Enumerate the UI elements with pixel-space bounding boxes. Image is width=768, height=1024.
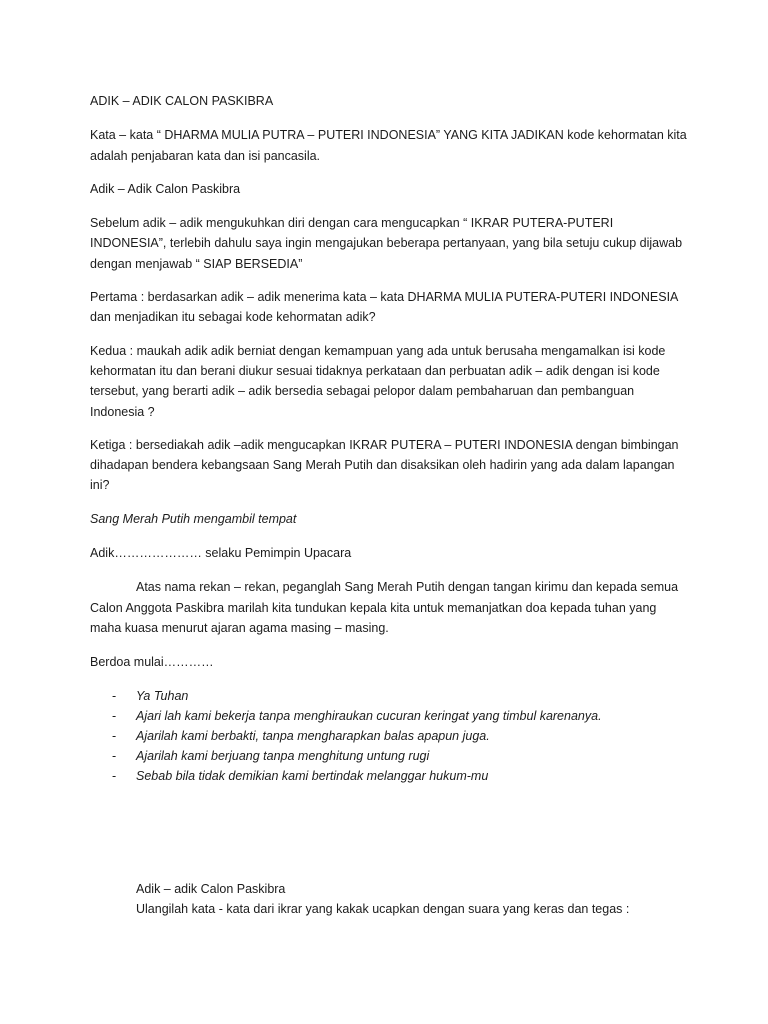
paragraph-question-1: Pertama : berdasarkan adik – adik menerima kata – kata DHARMA MULIA PUTERA-PUTERI INDONESIA dan menjadikan itu sebagai kode kehormatan adik? — [90, 290, 678, 325]
prayer-list — [90, 686, 690, 786]
prayer-item — [90, 686, 690, 706]
prayer-item-text: Ajarilah kami berjuang tanpa menghitung untung rugi — [136, 748, 430, 763]
bullet-dash: - — [112, 688, 117, 703]
prayer-item — [90, 726, 690, 746]
closing-title: Adik – adik Calon Paskibra — [136, 882, 286, 896]
paragraph-salutation: Adik – Adik Calon Paskibra — [90, 181, 241, 196]
prayer-item-text: Ajari lah kami bekerja tanpa menghiraukan cucuran keringat yang timbul karenanya. — [136, 708, 602, 723]
prayer-item-text: Ya Tuhan — [136, 688, 189, 703]
paragraph-intro-questions: Sebelum adik – adik mengukuhkan diri dengan cara mengucapkan “ IKRAR PUTERA-PUTERI INDONESIA”, terlebih dahulu saya ingin mengajukan beberapa pertanyaan, yang bila setuju cukup dijawab dengan menjawab “ SIAP BERSEDIA” — [90, 216, 683, 271]
bullet-dash: - — [112, 768, 117, 783]
bullet-dash: - — [112, 748, 117, 763]
prayer-item — [90, 766, 690, 786]
document-body — [90, 91, 690, 786]
closing-section — [136, 879, 696, 920]
paragraph-kode-kehormatan: Kata – kata “ DHARMA MULIA PUTRA – PUTERI INDONESIA” YANG KITA JADIKAN kode kehormatan kita adalah penjabaran kata dan isi pancasila. — [90, 128, 687, 163]
prayer-item-text: Sebab bila tidak demikian kami bertindak melanggar hukum-mu — [136, 768, 489, 783]
paragraph-flag-instruction: Sang Merah Putih mengambil tempat — [90, 511, 297, 526]
bullet-dash: - — [112, 708, 117, 723]
prayer-item — [90, 706, 690, 726]
paragraph-prayer-start: Berdoa mulai………… — [90, 655, 214, 670]
bullet-dash: - — [112, 728, 117, 743]
paragraph-question-3: Ketiga : bersediakah adik –adik mengucapkan IKRAR PUTERA – PUTERI INDONESIA dengan bimbingan dihadapan bendera kebangsaan Sang Merah Putih dan disaksikan oleh hadirin yang ada dalam lapangan ini? — [90, 437, 679, 493]
paragraph-question-2: Kedua : maukah adik adik berniat dengan kemampuan yang ada untuk berusaha mengamalkan isi kode kehormatan itu dan berani diukur sesuai tidaknya perkataan dan perbuatan adik – adik dengan isi kode tersebut, yang berarti adik – adik bersedia sebagai pelopor dalam pembaharuan dan pembanguan Indonesia ? — [90, 343, 666, 419]
prayer-item — [90, 746, 690, 766]
paragraph-leader: Adik………………… selaku Pemimpin Upacara — [90, 546, 352, 561]
closing-instruction: Ulangilah kata - kata dari ikrar yang kakak ucapkan dengan suara yang keras dan tegas : — [136, 902, 630, 917]
document-heading: ADIK – ADIK CALON PASKIBRA — [90, 94, 274, 108]
prayer-item-text: Ajarilah kami berbakti, tanpa mengharapkan balas apapun juga. — [136, 728, 490, 743]
paragraph-prayer-intro: Atas nama rekan – rekan, peganglah Sang Merah Putih dengan tangan kirimu dan kepada semua Calon Anggota Paskibra marilah kita tundukan kepala kita untuk memanjatkan doa kepada tuhan yang maha kuasa menurut ajaran agama masing – masing. — [90, 580, 679, 635]
